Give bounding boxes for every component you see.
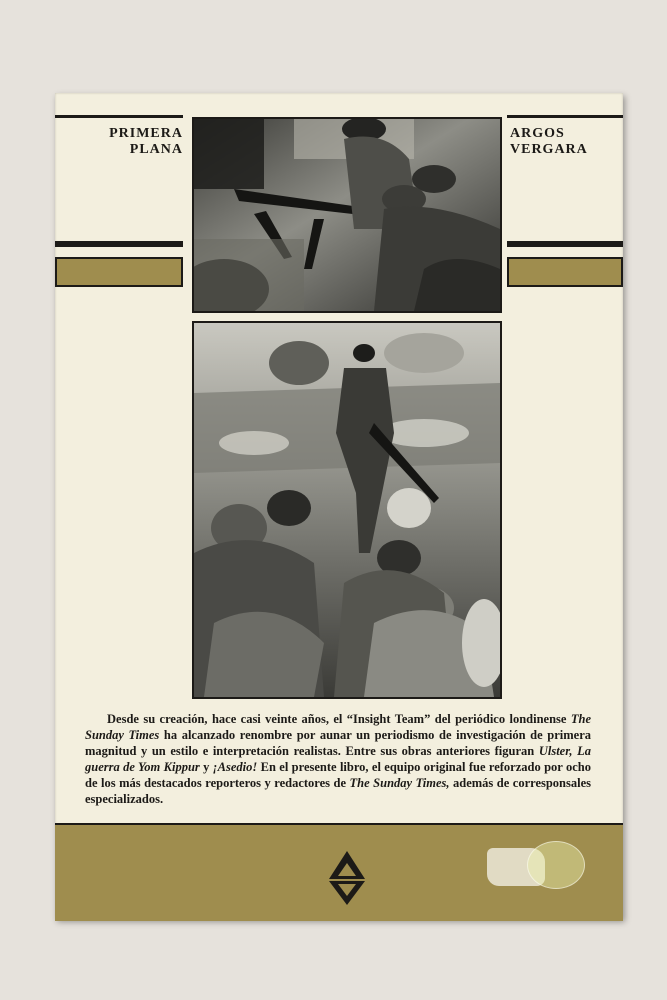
blurb-italic-sunday-times-2: The Sunday Times, bbox=[349, 776, 450, 790]
left-olive-band bbox=[55, 257, 183, 287]
imprint-left-line1: PRIMERA bbox=[109, 126, 183, 141]
blurb-part-2-mid: y bbox=[199, 760, 213, 774]
blurb-italic-sunday-times-1: The Sunday Times bbox=[85, 712, 591, 742]
top-left-rule bbox=[55, 115, 183, 118]
photo-main-image bbox=[194, 323, 500, 697]
blurb-part-4: además de corresponsales especializados. bbox=[85, 776, 592, 806]
imprint-left-line2: PLANA bbox=[129, 142, 183, 157]
blurb-italic-ulster: Ulster, La guerra de Yom Kippur bbox=[85, 744, 591, 774]
right-stripe-thin bbox=[507, 241, 623, 247]
imprint-right-line1: ARGOS bbox=[510, 126, 565, 141]
imprint-argos-vergara bbox=[510, 126, 623, 158]
imprint-right-line2: VERGARA bbox=[510, 142, 588, 157]
imprint-primera-plana bbox=[55, 126, 183, 158]
tape-residue bbox=[527, 841, 585, 889]
blurb-italic-asedio: ¡Asedio! bbox=[212, 760, 258, 774]
left-stripe-thin bbox=[55, 241, 183, 247]
blurb-part-2: ha alcanzado renombre por aunar un periodismo de investigación de primera magnitud y un estilo e interpretación realistas. Entre sus obras anteriores figuran bbox=[85, 728, 591, 758]
top-right-rule bbox=[507, 115, 623, 118]
book-back-cover bbox=[55, 93, 623, 919]
blurb-part-3: En el presente libro, el equipo original fue reforzado por ocho de los más destacados reporteros y redactores de bbox=[85, 760, 591, 790]
blurb-part-1: Desde su creación, hace casi veinte años, el “Insight Team” del periódico londinense bbox=[107, 712, 571, 726]
back-cover-blurb bbox=[85, 711, 591, 807]
photo-machine-gun-soldiers bbox=[192, 117, 502, 313]
photo-top-image bbox=[194, 119, 500, 311]
right-olive-band bbox=[507, 257, 623, 287]
publisher-logo-icon bbox=[327, 849, 367, 907]
photo-prisoners-and-guard bbox=[192, 321, 502, 699]
